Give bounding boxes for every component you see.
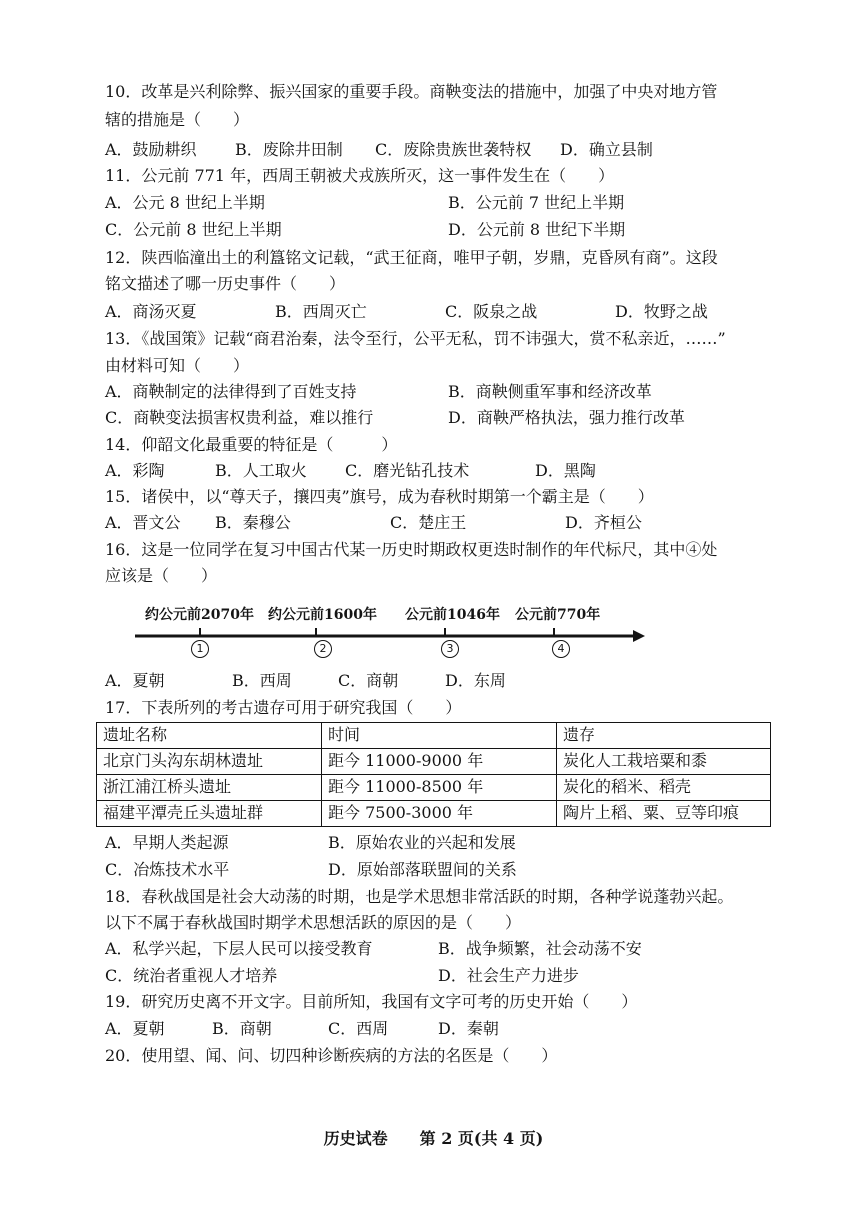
q16-option-d: D．东周 [445, 671, 506, 690]
q10-option-b: B．废除井田制 [235, 140, 343, 159]
q19-option-b: B．商朝 [212, 1019, 272, 1038]
timeline-label-3: 公元前1046年 [405, 607, 500, 623]
q13-option-d: D．商鞅严格执法，强力推行改革 [448, 408, 685, 427]
q15-option-a: A．晋文公 [105, 513, 181, 532]
q15-stem: 15．诸侯中，以“尊天子，攘四夷”旗号，成为春秋时期第一个霸主是（ ） [105, 487, 654, 506]
q18-option-a: A．私学兴起，下层人民可以接受教育 [105, 939, 373, 958]
table-row [97, 801, 771, 827]
q16-option-b: B．西周 [232, 671, 292, 690]
table-cell: 福建平潭壳丘头遗址群 [97, 801, 322, 827]
q11-option-a: A．公元 8 世纪上半期 [105, 193, 265, 212]
table-header-row [97, 723, 771, 749]
q12-option-a: A．商汤灭夏 [105, 302, 197, 321]
timeline-ruler [105, 600, 665, 660]
q16-stem-line2: 应该是（ ） [105, 566, 218, 585]
timeline-marker-3: 3 [441, 640, 459, 658]
q10-option-d: D．确立县制 [560, 140, 653, 159]
q17-option-b: B．原始农业的兴起和发展 [328, 833, 516, 852]
q11-option-b: B．公元前 7 世纪上半期 [448, 193, 625, 212]
q17-stem: 17．下表所列的考古遗存可用于研究我国（ ） [105, 698, 462, 717]
q17-option-c: C．冶炼技术水平 [105, 860, 230, 879]
q15-option-b: B．秦穆公 [215, 513, 291, 532]
q14-option-a: A．彩陶 [105, 461, 165, 480]
table-row [97, 775, 771, 801]
table-header-cell: 遗址名称 [97, 723, 322, 749]
q18-stem-line1: 18．春秋战国是社会大动荡的时期，也是学术思想非常活跃的时期，各种学说蓬勃兴起。 [105, 887, 734, 906]
timeline-marker-2: 2 [314, 640, 332, 658]
table-cell: 浙江浦江桥头遗址 [97, 775, 322, 801]
q19-stem: 19．研究历史离不开文字。目前所知，我国有文字可考的历史开始（ ） [105, 992, 638, 1011]
q14-stem: 14．仰韶文化最重要的特征是（ ） [105, 435, 398, 454]
q15-option-c: C．楚庄王 [390, 513, 467, 532]
q14-option-c: C．磨光钻孔技术 [345, 461, 470, 480]
table-cell: 北京门头沟东胡林遗址 [97, 749, 322, 775]
table-cell: 陶片上稻、粟、豆等印痕 [557, 801, 771, 827]
q12-stem-line1: 12．陕西临潼出土的利簋铭文记载，“武王征商，唯甲子朝，岁鼎，克昏夙有商”。这段 [105, 248, 718, 267]
timeline-label-1: 约公元前2070年 [145, 607, 254, 623]
q13-option-a: A．商鞅制定的法律得到了百姓支持 [105, 382, 357, 401]
table-row [97, 749, 771, 775]
q17-option-d: D．原始部落联盟间的关系 [328, 860, 517, 879]
q16-option-c: C．商朝 [338, 671, 399, 690]
q19-option-d: D．秦朝 [438, 1019, 499, 1038]
page-footer: 历史试卷 第 2 页(共 4 页) [323, 1129, 544, 1148]
timeline-arrow-head [633, 630, 645, 642]
q12-option-d: D．牧野之战 [615, 302, 708, 321]
q15-option-d: D．齐桓公 [565, 513, 642, 532]
table-header-cell: 时间 [322, 723, 557, 749]
table-cell: 距今 7500-3000 年 [322, 801, 557, 827]
q18-option-d: D．社会生产力进步 [438, 966, 579, 985]
q12-stem-line2: 铭文描述了哪一历史事件（ ） [105, 274, 346, 293]
timeline-label-4: 公元前770年 [515, 607, 601, 623]
q16-stem-line1: 16．这是一位同学在复习中国古代某一历史时期政权更迭时制作的年代标尺，其中④处 [105, 540, 718, 559]
timeline-label-2: 约公元前1600年 [268, 607, 377, 623]
q11-option-c: C．公元前 8 世纪上半期 [105, 220, 282, 239]
q18-stem-line2: 以下不属于春秋战国时期学术思想活跃的原因的是（ ） [105, 913, 522, 932]
q11-option-d: D．公元前 8 世纪下半期 [448, 220, 626, 239]
table-header-cell: 遗存 [557, 723, 771, 749]
q13-option-b: B．商鞅侧重军事和经济改革 [448, 382, 652, 401]
q10-stem-line2: 辖的措施是（ ） [105, 110, 250, 129]
table-cell: 距今 11000-9000 年 [322, 749, 557, 775]
q12-option-c: C．阪泉之战 [445, 302, 538, 321]
q14-option-d: D．黑陶 [535, 461, 596, 480]
q12-option-b: B．西周灭亡 [275, 302, 367, 321]
q13-stem-line2: 由材料可知（ ） [105, 356, 250, 375]
q16-option-a: A．夏朝 [105, 671, 165, 690]
q17-option-a: A．早期人类起源 [105, 833, 229, 852]
q14-option-b: B．人工取火 [215, 461, 307, 480]
timeline-marker-4: 4 [552, 640, 570, 658]
table-cell: 距今 11000-8500 年 [322, 775, 557, 801]
q19-option-c: C．西周 [328, 1019, 389, 1038]
q18-option-c: C．统治者重视人才培养 [105, 966, 278, 985]
relic-table [96, 722, 771, 827]
q19-option-a: A．夏朝 [105, 1019, 165, 1038]
q10-option-c: C．废除贵族世袭特权 [375, 140, 532, 159]
q18-option-b: B．战争频繁，社会动荡不安 [438, 939, 642, 958]
q10-stem-line1: 10．改革是兴利除弊、振兴国家的重要手段。商鞅变法的措施中，加强了中央对地方管 [105, 82, 718, 101]
table-cell: 炭化的稻米、稻壳 [557, 775, 771, 801]
q13-stem-line1: 13．《战国策》记载“商君治秦，法令至行，公平无私，罚不讳强大，赏不私亲近，……” [105, 329, 726, 348]
q11-stem: 11．公元前 771 年，西周王朝被犬戎族所灭，这一事件发生在（ ） [105, 166, 615, 185]
table-cell: 炭化人工栽培粟和黍 [557, 749, 771, 775]
q10-option-a: A．鼓励耕织 [105, 140, 197, 159]
q20-stem: 20．使用望、闻、问、切四种诊断疾病的方法的名医是（ ） [105, 1046, 558, 1065]
timeline-marker-1: 1 [191, 640, 209, 658]
q13-option-c: C．商鞅变法损害权贵利益，难以推行 [105, 408, 374, 427]
